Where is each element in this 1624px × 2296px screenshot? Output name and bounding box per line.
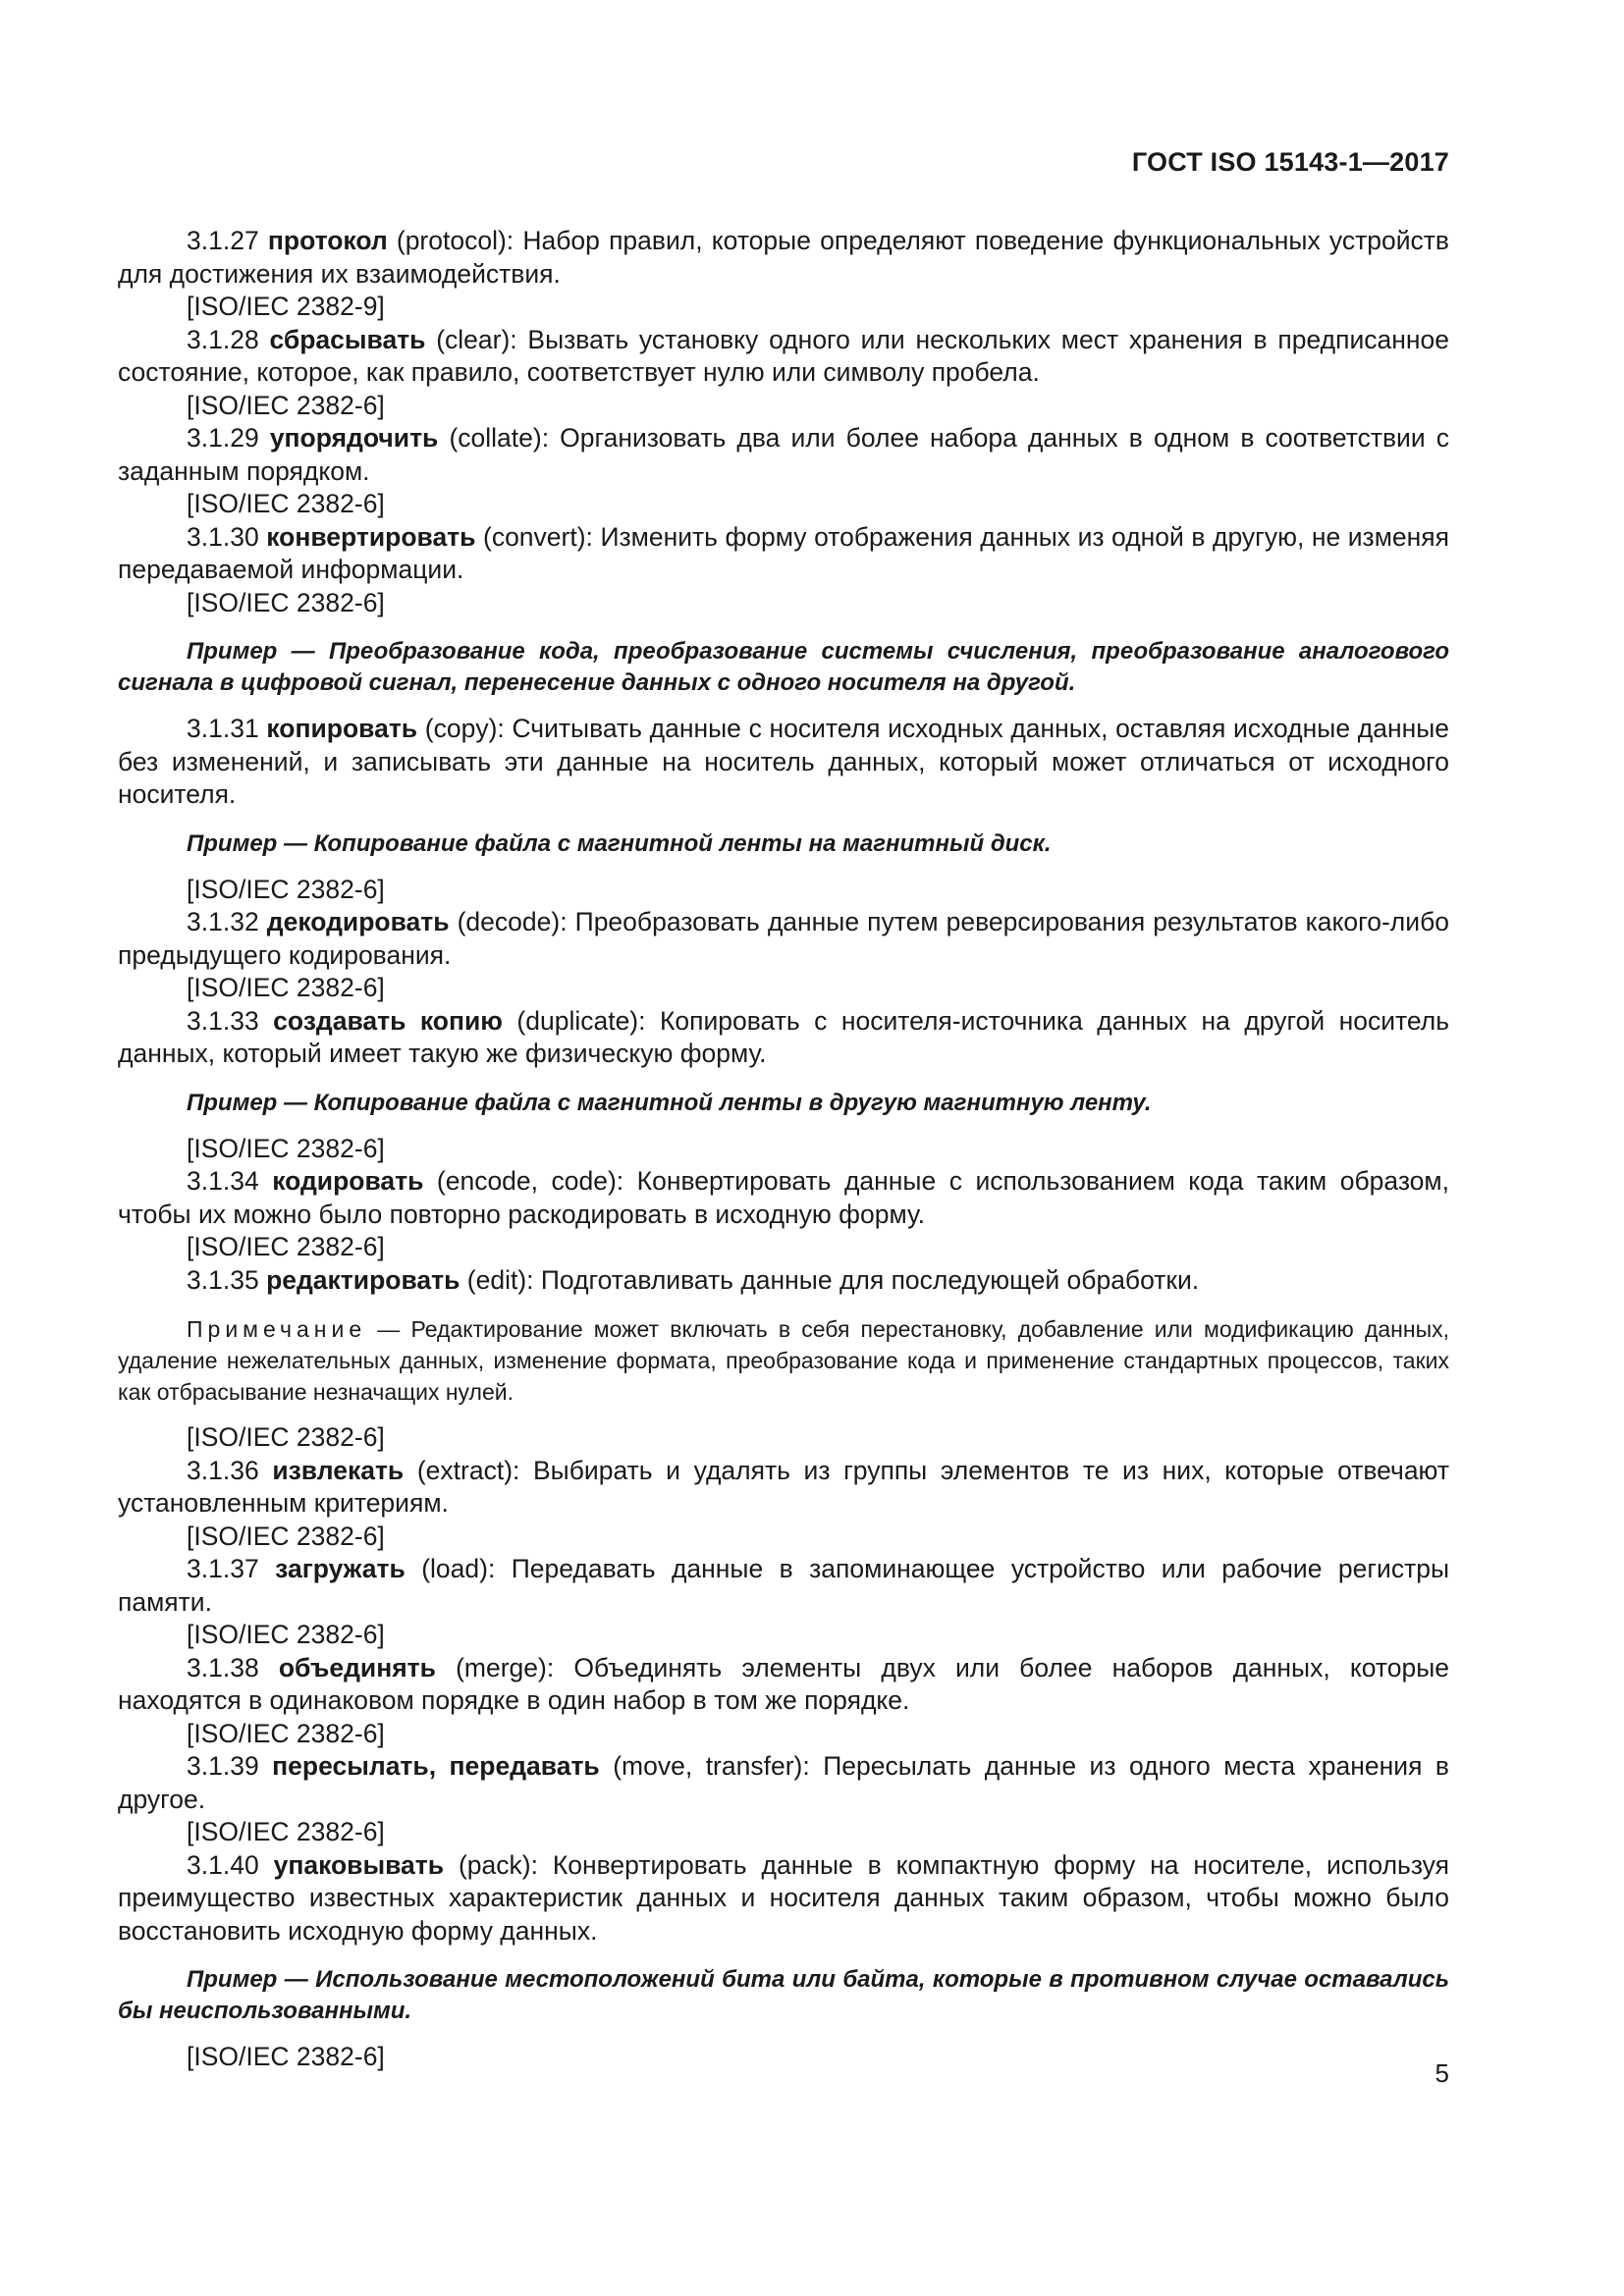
source-reference: [ISO/IEC 2382-6]: [187, 587, 385, 617]
term-number: 3.1.37: [187, 1554, 259, 1583]
term-name: упорядочить: [269, 423, 439, 453]
term-number: 3.1.34: [187, 1166, 259, 1196]
term-definition: [118, 422, 1449, 488]
term-number: 3.1.32: [187, 907, 259, 936]
source-reference: [ISO/IEC 2382-6]: [187, 1521, 385, 1551]
term-number: 3.1.33: [187, 1005, 259, 1036]
source-reference: [ISO/IEC 2382-6]: [187, 874, 385, 904]
source-reference: [ISO/IEC 2382-9]: [187, 292, 385, 321]
term-description: (protocol): Набор правил, которые определяют поведение функциональных устройств для достижения их взаимодействия.: [118, 226, 1449, 289]
page-number: 5: [1435, 2058, 1449, 2088]
term-number: 3.1.29: [187, 423, 259, 453]
source-reference: [ISO/IEC 2382-6]: [187, 1718, 385, 1748]
term-name: редактировать: [266, 1264, 460, 1295]
term-definition: [118, 324, 1449, 390]
term-definition: [118, 906, 1449, 972]
term-name: пересылать, передавать: [272, 1751, 600, 1781]
source-reference: [ISO/IEC 2382-6]: [187, 973, 385, 1002]
term-number: 3.1.36: [187, 1455, 259, 1485]
term-description: (copy): Считывать данные с носителя исходных данных, оставляя исходные данные без изменений, и записывать эти данные на носитель данных, который может отличаться от исходного носителя.: [118, 714, 1449, 809]
term-number: 3.1.39: [187, 1751, 259, 1781]
term-number: 3.1.40: [187, 1849, 259, 1880]
term-name: загружать: [275, 1554, 406, 1583]
source-reference: [ISO/IEC 2382-6]: [187, 1817, 385, 1846]
term-name: декодировать: [266, 907, 450, 936]
term-definition: [118, 1652, 1449, 1718]
note-body: — Редактирование может включать в себя перестановку, добавление или модификацию данных, удаление нежелательных данных, изменение формата, преобразование кода и применение стандартных процессов, таких как отбрасывание незначащих нулей.: [118, 1316, 1449, 1405]
term-description: (encode, code): Конвертировать данные с использованием кода таким образом, чтобы их можно было повторно раскодировать в исходную форму.: [118, 1166, 1449, 1229]
term-definition: [118, 1455, 1449, 1521]
term-name: упаковывать: [273, 1849, 445, 1880]
example-text: Пример — Копирование файла с магнитной ленты в другую магнитную ленту.: [187, 1089, 1152, 1116]
example-text: Пример — Использование местоположений бита или байта, которые в противном случае оставались бы неиспользованными.: [118, 1966, 1449, 2024]
term-definition: [118, 1165, 1449, 1231]
note-text: [118, 1313, 1449, 1408]
term-name: копировать: [266, 714, 418, 743]
example-text: Пример — Преобразование кода, преобразование системы счисления, преобразование аналогового сигнала в цифровой сигнал, перенесение данных с одного носителя на другой.: [118, 638, 1449, 696]
term-definition: [118, 1750, 1449, 1816]
term-definition: [118, 1005, 1449, 1071]
term-description: (extract): Выбирать и удалять из группы элементов те из них, которые отвечают установленным критериям.: [118, 1455, 1449, 1518]
term-name: создавать копию: [273, 1005, 503, 1036]
term-number: 3.1.38: [187, 1652, 259, 1682]
term-description: (convert): Изменить форму отображения данных из одной в другую, не изменяя передаваемой информации.: [118, 521, 1449, 584]
term-number: 3.1.31: [187, 714, 259, 743]
term-description: (move, transfer): Пересылать данные из одного места хранения в другое.: [118, 1751, 1449, 1814]
term-definition: [118, 1849, 1449, 1949]
term-name: извлекать: [272, 1455, 405, 1485]
note-label: Примечание: [187, 1316, 367, 1342]
source-reference: [ISO/IEC 2382-6]: [187, 1133, 385, 1163]
term-description: (decode): Преобразовать данные путем реверсирования результатов какого-либо предыдущего кодирования.: [118, 907, 1449, 970]
term-description: (clear): Вызвать установку одного или нескольких мест хранения в предписанное состояние, которое, как правило, соответствует нулю или символу пробела.: [118, 324, 1449, 387]
term-description: (merge): Объединять элементы двух или более наборов данных, которые находятся в одинаковом порядке в один набор в том же порядке.: [118, 1652, 1449, 1715]
source-reference: [ISO/IEC 2382-6]: [187, 2042, 385, 2071]
term-name: объединять: [278, 1652, 436, 1682]
source-reference: [ISO/IEC 2382-6]: [187, 1620, 385, 1649]
term-description: (pack): Конвертировать данные в компактную форму на носителе, используя преимущество известных характеристик данных и носителя данных таким образом, чтобы можно было восстановить исходную форму данных.: [118, 1849, 1449, 1946]
term-description: (duplicate): Копировать с носителя-источника данных на другой носитель данных, который имеет такую же физическую форму.: [118, 1005, 1449, 1068]
term-definition: [118, 1553, 1449, 1619]
term-number: 3.1.35: [187, 1264, 259, 1295]
example-text: Пример — Копирование файла с магнитной ленты на магнитный диск.: [187, 829, 1052, 857]
term-definition: [118, 225, 1449, 291]
term-definition: [118, 1264, 1449, 1298]
term-description: (edit): Подготавливать данные для последующей обработки.: [460, 1264, 1200, 1295]
term-name: сбрасывать: [269, 324, 426, 354]
term-description: (load): Передавать данные в запоминающее устройство или рабочие регистры памяти.: [118, 1554, 1450, 1617]
term-definition: [118, 713, 1449, 812]
term-name: кодировать: [272, 1166, 424, 1196]
document-body: [118, 225, 1449, 2074]
source-reference: [ISO/IEC 2382-6]: [187, 1232, 385, 1261]
term-name: конвертировать: [266, 521, 476, 552]
source-reference: [ISO/IEC 2382-6]: [187, 390, 385, 420]
term-description: (collate): Организовать два или более набора данных в одном в соответствии с заданным порядком.: [118, 423, 1449, 486]
term-name: протокол: [267, 226, 388, 255]
term-number: 3.1.30: [187, 521, 259, 552]
term-definition: [118, 521, 1449, 587]
source-reference: [ISO/IEC 2382-6]: [187, 489, 385, 518]
source-reference: [ISO/IEC 2382-6]: [187, 1422, 385, 1452]
document-header: ГОСТ ISO 15143-1—2017: [1131, 147, 1449, 177]
term-number: 3.1.28: [187, 324, 259, 354]
term-number: 3.1.27: [187, 226, 259, 255]
